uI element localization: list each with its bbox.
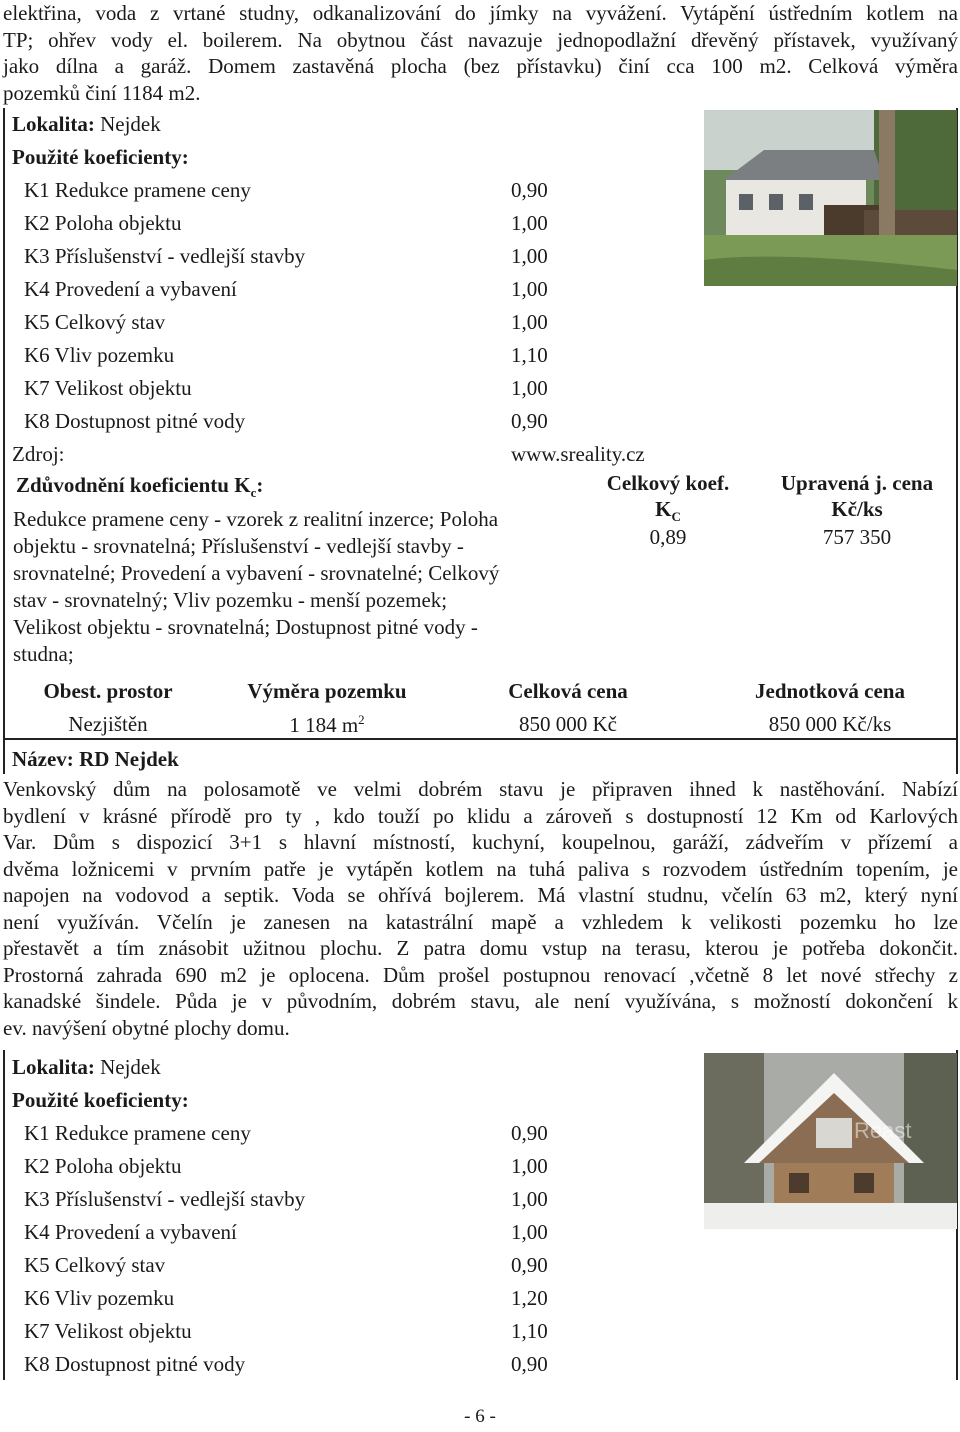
table-cell: 850 000 Kč <box>519 712 617 736</box>
kc-label: $K_C$ <box>655 497 681 525</box>
justification-heading: Zdůvodnění koeficientu $K_c$: <box>16 473 264 501</box>
upravena-cena-unit: Kč/ks <box>831 497 883 521</box>
coefficient-value: 1,10 <box>511 1319 548 1343</box>
page-number: - 6 - <box>464 1406 496 1427</box>
coefficient-value: 1,10 <box>511 343 548 367</box>
block2-left-border <box>3 738 5 774</box>
intro-line: TP; ohřev vody el. boilerem. Na obytnou část navazuje jednopodlažní dřevěný přístavek, využívaný <box>3 27 958 52</box>
coefficient-value: 1,00 <box>511 244 548 268</box>
snowy-house-photo-graphic <box>704 1053 957 1229</box>
coefficient-name: K3 Příslušenství - vedlejší stavby <box>24 244 306 268</box>
coefficient-name: K4 Provedení a vybavení <box>24 277 237 301</box>
table-header: Obest. prostor <box>43 679 173 703</box>
lokalita-value: Nejdek <box>100 1055 161 1079</box>
house-photo-graphic <box>704 110 957 286</box>
lokalita-row <box>12 112 161 137</box>
coefficient-value: 0,90 <box>511 178 548 202</box>
table-cell: 1 184 $m^2$ <box>289 712 365 737</box>
description-line: přestavět a tím znásobit užitnou plochu. Z patra domu vstup na terasu, kterou je potřeba dokončit. <box>3 936 958 960</box>
coefficient-value: 1,00 <box>511 1154 548 1178</box>
block1-bottom-border <box>3 738 958 740</box>
coefficient-name: K8 Dostupnost pitné vody <box>24 1352 246 1376</box>
coefficient-name: K2 Poloha objektu <box>24 211 182 235</box>
description-line: bydlení v krásné přírodě pro ty , kdo touží po klidu a zároveň s dostupností 12 Km od Karlových <box>3 803 958 828</box>
description-line: není využíván. Včelín je zanesen na katastrální mapě a vzhledem k velikosti pozemku ho lze <box>3 909 958 934</box>
description-line: Venkovský dům na polosamotě ve velmi dobrém stavu je připraven ihned k nastěhování. Nabízí <box>3 777 958 801</box>
justification-line: Velikost objektu - srovnatelná; Dostupnost pitné vody - <box>13 615 478 639</box>
description-line: Prostorná zahrada 690 m2 je oplocena. Dům prošel postupnou renovací ,včetně 8 let nové střechy z <box>3 962 958 987</box>
coefficient-value: 1,00 <box>511 211 548 235</box>
table-header: Jednotková cena <box>755 679 905 703</box>
coefficient-name: K1 Redukce pramene ceny <box>24 178 251 202</box>
koeficienty-heading: Použité koeficienty: <box>12 1088 189 1112</box>
coefficient-name: K5 Celkový stav <box>24 310 166 334</box>
intro-line: pozemků činí 1184 m2. <box>3 80 201 105</box>
justification-line: studna; <box>13 642 74 666</box>
coefficient-value: 0,90 <box>511 409 548 433</box>
coefficient-name: K3 Příslušenství - vedlejší stavby <box>24 1187 306 1211</box>
coefficient-name: K6 Vliv pozemku <box>24 1286 175 1310</box>
coefficient-name: K6 Vliv pozemku <box>24 343 175 367</box>
lokalita-value: Nejdek <box>100 112 161 136</box>
description-line: dvěma ložnicemi v prvním patře je vytápěn kotlem na tuhá paliva s rozvodem ústředním topením, je <box>3 856 958 881</box>
watermark-text: Reast <box>854 1118 912 1143</box>
coefficient-name: K4 Provedení a vybavení <box>24 1220 237 1244</box>
nazev-value: RD Nejdek <box>79 747 179 771</box>
nazev-label: Název: <box>12 747 74 771</box>
koeficienty-heading: Použité koeficienty: <box>12 145 189 169</box>
table-header: Výměra pozemku <box>247 679 407 703</box>
coefficient-name: K7 Velikost objektu <box>24 376 192 400</box>
table-header: Celková cena <box>508 679 628 703</box>
intro-line: jako dílna a garáž. Domem zastavěná plocha (bez přístavku) činí cca 100 m2. Celková výměra <box>3 54 958 78</box>
description-paragraph <box>3 776 958 1041</box>
kc-value: 0,89 <box>649 525 687 549</box>
block2-right-border <box>956 738 958 774</box>
house-photo <box>704 1053 957 1229</box>
upravena-cena-value: 757 350 <box>822 525 892 549</box>
description-line: ev. navýšení obytné plochy domu. <box>3 1015 290 1040</box>
intro-paragraph <box>3 0 958 106</box>
coefficient-value: 1,00 <box>511 277 548 301</box>
justification-line: objektu - srovnatelná; Příslušenství - vedlejší stavby - <box>13 534 464 558</box>
nazev-row <box>12 747 179 772</box>
table-cell: 850 000 Kč/ks <box>768 712 892 736</box>
justification-line: srovnatelné; Provedení a vybavení - srovnatelné; Celkový <box>13 561 500 585</box>
description-line: Var. Dům s dispozicí 3+1 s hlavní místností, kuchyní, koupelnou, garáží, zádveřím v přízemí a <box>3 830 958 854</box>
coefficient-value: 1,00 <box>511 376 548 400</box>
coefficient-value: 1,20 <box>511 1286 548 1310</box>
coefficient-name: K2 Poloha objektu <box>24 1154 182 1178</box>
house-photo <box>704 110 957 286</box>
celkovy-koef-label: Celkový koef. <box>606 471 730 495</box>
coefficient-value: 0,90 <box>511 1352 548 1376</box>
upravena-cena-label: Upravená j. cena <box>780 471 934 495</box>
description-line: kanadské šindele. Půda je v původním, dobrém stavu, ale není využívána, s možností dokončení k <box>3 989 958 1013</box>
block1-left-border <box>3 108 5 744</box>
justification-line: Redukce pramene ceny - vzorek z realitní inzerce; Poloha <box>13 507 499 531</box>
coefficient-value: 0,90 <box>511 1121 548 1145</box>
coefficient-value: 1,00 <box>511 1187 548 1211</box>
block3-left-border <box>3 1050 5 1380</box>
justification-line: stav - srovnatelný; Vliv pozemku - menší pozemek; <box>13 588 448 612</box>
source-label: Zdroj: <box>12 442 65 466</box>
description-line: napojen na vodovod a septik. Voda se ohřívá bojlerem. Má vlastní studnu, včelín 63 m2, který nyní <box>3 883 958 907</box>
lokalita-row <box>12 1055 161 1080</box>
table-cell: Nezjištěn <box>68 712 148 736</box>
coefficient-name: K8 Dostupnost pitné vody <box>24 409 246 433</box>
source-value: www.sreality.cz <box>511 442 645 466</box>
coefficient-name: K5 Celkový stav <box>24 1253 166 1277</box>
coefficient-name: K1 Redukce pramene ceny <box>24 1121 251 1145</box>
coefficient-value: 0,90 <box>511 1253 548 1277</box>
coefficient-value: 1,00 <box>511 310 548 334</box>
intro-line: elektřina, voda z vrtané studny, odkanalizování do jímky na vyvážení. Vytápění ústředním kotlem na <box>3 1 958 25</box>
lokalita-label: Lokalita: <box>12 1055 95 1079</box>
coefficient-name: K7 Velikost objektu <box>24 1319 192 1343</box>
lokalita-label: Lokalita: <box>12 112 95 136</box>
coefficient-value: 1,00 <box>511 1220 548 1244</box>
